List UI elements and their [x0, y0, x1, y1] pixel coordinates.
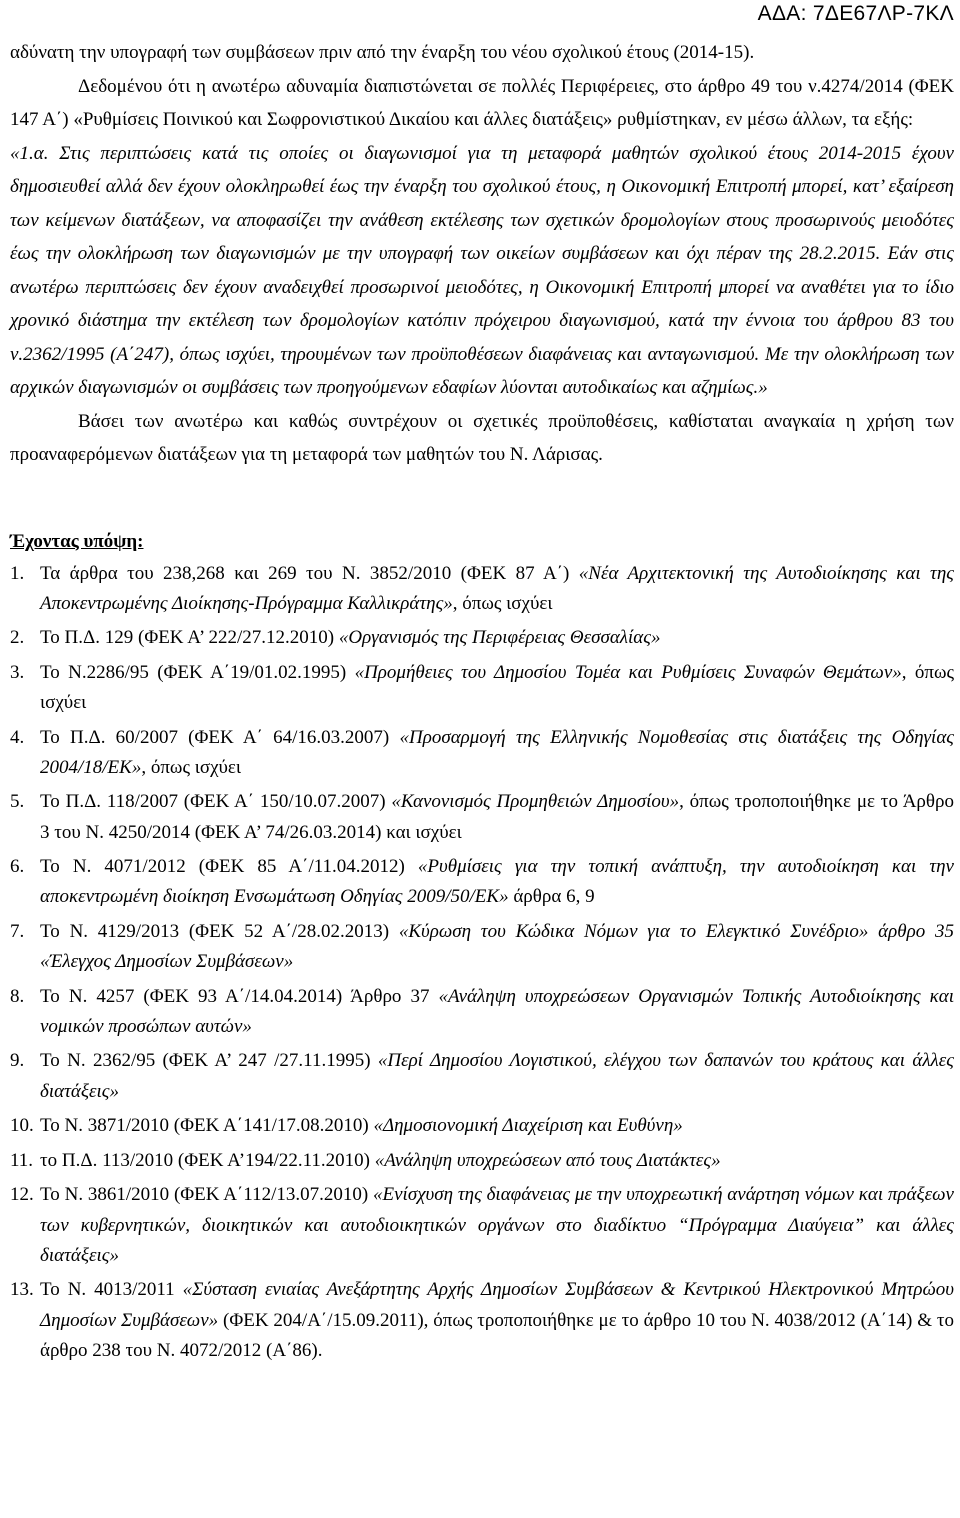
list-item-text: το Π.Δ. 113/2010 (ΦΕΚ Α’194/22.11.2010) — [40, 1149, 375, 1171]
legal-basis-list — [10, 559, 954, 1367]
list-item-number: 12. — [10, 1184, 34, 1206]
list-item-text: Τα άρθρα του 238,268 και 269 του Ν. 3852/2010 (ΦΕΚ 87 Α΄) — [40, 562, 579, 584]
list-item-number: 6. — [10, 856, 25, 878]
list-item-number: 2. — [10, 627, 25, 649]
document-body — [10, 36, 954, 1370]
list-item-text: Το Ν. 2362/95 (ΦΕΚ Α’ 247 /27.11.1995) — [40, 1050, 378, 1072]
list-item-title: «Ανάληψη υποχρεώσεων από τους Διατάκτες» — [374, 1149, 721, 1171]
list-item-text: Το Π.Δ. 129 (ΦΕΚ Α’ 222/27.12.2010) — [40, 627, 339, 649]
list-item-title: «Κανονισμός Προμηθειών Δημοσίου» — [391, 791, 680, 813]
list-item-number: 8. — [10, 985, 25, 1007]
list-item-title: «Ρυθμίσεις για την τοπική ανάπτυξη, την αυτοδιοίκηση και την αποκεντρωμένη διοίκηση Ενσωμάτωση Οδηγίας 2009/50/ΕΚ» — [40, 856, 954, 908]
list-item-number: 13. — [10, 1279, 34, 1301]
list-item-number: 11. — [10, 1149, 34, 1171]
list-item-number: 3. — [10, 661, 25, 683]
list-item — [10, 623, 954, 653]
list-item-title: «Οργανισμός της Περιφέρειας Θεσσαλίας» — [338, 627, 661, 649]
list-item — [10, 787, 954, 848]
list-item-suffix: , όπως ισχύει — [40, 661, 954, 714]
list-item — [10, 852, 954, 913]
list-item-text: Το Ν. 3861/2010 (ΦΕΚ Α΄112/13.07.2010) — [40, 1184, 373, 1206]
list-item-suffix: άρθρα 6, 9 — [508, 886, 595, 908]
list-item-title: «Ανάληψη υποχρεώσεων Οργανισμών Τοπικής Αυτοδιοίκησης και νομικών προσώπων αυτών» — [40, 985, 954, 1037]
quoted-provision: «1.α. Στις περιπτώσεις κατά τις οποίες οι διαγωνισμοί για τη μεταφορά μαθητών σχολικού έτους 2014-2015 έχουν δημοσιευθεί αλλά δεν έχουν ολοκληρωθεί έως την έναρξη του σχολικού έτους, η Οικονομική Επιτροπή μπορεί, κατ’ εξαίρεση των κείμενων διατάξεων, να αποφασίζει την ανάθεση εκτέλεσης των σχετικών δρομολογίων στους προσωρινούς μειοδότες έως την ολοκλήρωση των διαγωνισμών με την υπογραφή των οικείων συμβάσεων και όχι πέραν της 28.2.2015. Εάν στις ανωτέρω περιπτώσεις δεν έχουν αναδειχθεί προσωρινοί μειοδότες, η Οικονομική Επιτροπή μπορεί να αναθέτει για το ίδιο χρονικό διάστημα την εκτέλεση των δρομολογίων κατόπιν πρόχειρου διαγωνισμού, κατά την έννοια του άρθρου 83 του ν.2362/1995 (Α΄247), όπως ισχύει, τηρουμένων των προϋποθέσεων διαφάνειας και ανταγωνισμού. Με την ολοκλήρωση των αρχικών διαγωνισμών οι συμβάσεις των προηγούμενων εδαφίων λύονται αυτοδικαίως και αζημίως.» — [10, 142, 954, 398]
paragraph-conclusion: Βάσει των ανωτέρω και καθώς συντρέχουν οι σχετικές προϋποθέσεις, καθίσταται αναγκαία η χρήση των προαναφερόμενων διατάξεων για τη μεταφορά των μαθητών του Ν. Λάρισας. — [10, 410, 954, 465]
list-item-text: Το Π.Δ. 118/2007 (ΦΕΚ Α΄ 150/10.07.2007) — [40, 791, 392, 813]
list-item — [10, 1046, 954, 1107]
list-item — [10, 917, 954, 978]
list-item-title: «Προμήθειες του Δημοσίου Τομέα και Ρυθμίσεις Συναφών Θεμάτων» — [354, 661, 902, 683]
list-item-text: Το Ν. 4013/2011 — [40, 1279, 183, 1301]
list-item — [10, 559, 954, 620]
list-item-number: 9. — [10, 1050, 25, 1072]
list-item-text: Το Ν. 4257 (ΦΕΚ 93 Α΄/14.04.2014) Άρθρο 37 — [40, 985, 439, 1007]
list-item-suffix: , όπως ισχύει — [452, 592, 553, 614]
list-item-suffix: , όπως τροποποιήθηκε με το Άρθρο 3 του Ν. 4250/2014 (ΦΕΚ Α’ 74/26.03.2014) και ισχύει — [40, 791, 954, 843]
list-item-suffix: (ΦΕΚ 204/Α΄/15.09.2011), όπως τροποποιήθηκε με το άρθρο 10 του Ν. 4038/2012 (Α΄14) & το άρθρο 238 του Ν. 4072/2012 (Α΄86). — [40, 1309, 954, 1361]
list-item — [10, 1146, 954, 1176]
list-item-title: «Ενίσχυση της διαφάνειας με την υποχρεωτική ανάρτηση νόμων και πράξεων των κυβερνητικών, διοικητικών και αυτοδιοικητικών οργάνων στο διαδίκτυο “Πρόγραμμα Διαύγεια” και άλλες διατάξεις» — [40, 1184, 954, 1266]
list-item-number: 7. — [10, 920, 25, 942]
list-item-title: «Προσαρμογή της Ελληνικής Νομοθεσίας στις διατάξεις της Οδηγίας 2004/18/ΕΚ» — [40, 726, 955, 778]
list-item-suffix: , όπως ισχύει — [141, 756, 242, 778]
list-item-text: Το Ν. 3871/2010 (ΦΕΚ Α΄141/17.08.2010) — [40, 1115, 374, 1137]
list-item — [10, 658, 954, 719]
list-item-title: «Σύσταση ενιαίας Ανεξάρτητης Αρχής Δημοσίων Συμβάσεων & Κεντρικού Ηλεκτρονικού Μητρώου Δημοσίων Συμβάσεων» — [40, 1279, 954, 1331]
paragraph-continuation: αδύνατη την υπογραφή των συμβάσεων πριν από την έναρξη του νέου σχολικού έτους (2014-15). — [10, 42, 755, 63]
list-item-title: «Κύρωση του Κώδικα Νόμων για το Ελεγκτικό Συνέδριο» άρθρο 35 «Έλεγχος Δημοσίων Συμβάσεων» — [40, 920, 954, 973]
ada-code: ΑΔΑ: 7ΔΕ67ΛΡ-7ΚΛ — [757, 2, 954, 25]
list-item-number: 4. — [10, 726, 25, 748]
section-heading: Έχοντας υπόψη: — [10, 530, 144, 552]
list-item-number: 10. — [10, 1115, 34, 1137]
list-item — [10, 1275, 954, 1366]
list-item — [10, 723, 954, 784]
list-item — [10, 982, 954, 1043]
list-item — [10, 1111, 954, 1141]
list-item-text: Το Ν. 4129/2013 (ΦΕΚ 52 Α΄/28.02.2013) — [40, 920, 399, 942]
paragraph-article-49: Δεδομένου ότι η ανωτέρω αδυναμία διαπιστώνεται σε πολλές Περιφέρειες, στο άρθρο 49 του ν.4274/2014 (ΦΕΚ 147 Α΄) «Ρυθμίσεις Ποινικού και Σωφρονιστικού Δικαίου και άλλες διατάξεις» ρυθμίστηκαν, εν μέσω άλλων, τα εξής: — [10, 75, 954, 130]
list-item-text: Το Ν. 4071/2012 (ΦΕΚ 85 Α΄/11.04.2012) — [40, 856, 418, 878]
list-item-title: «Περί Δημοσίου Λογιστικού, ελέγχου των δαπανών του κράτους και άλλες διατάξεις» — [40, 1050, 954, 1102]
list-item-title: «Νέα Αρχιτεκτονική της Αυτοδιοίκησης και της Αποκεντρωμένης Διοίκησης-Πρόγραμμα Καλλικράτης» — [40, 562, 954, 614]
list-item-text: Το Ν.2286/95 (ΦΕΚ Α΄19/01.02.1995) — [40, 661, 355, 683]
list-item-number: 5. — [10, 791, 25, 813]
list-item — [10, 1180, 954, 1271]
list-item-title: «Δημοσιονομική Διαχείριση και Ευθύνη» — [373, 1115, 683, 1137]
list-item-text: Το Π.Δ. 60/2007 (ΦΕΚ Α΄ 64/16.03.2007) — [40, 726, 400, 748]
list-item-number: 1. — [10, 562, 25, 584]
